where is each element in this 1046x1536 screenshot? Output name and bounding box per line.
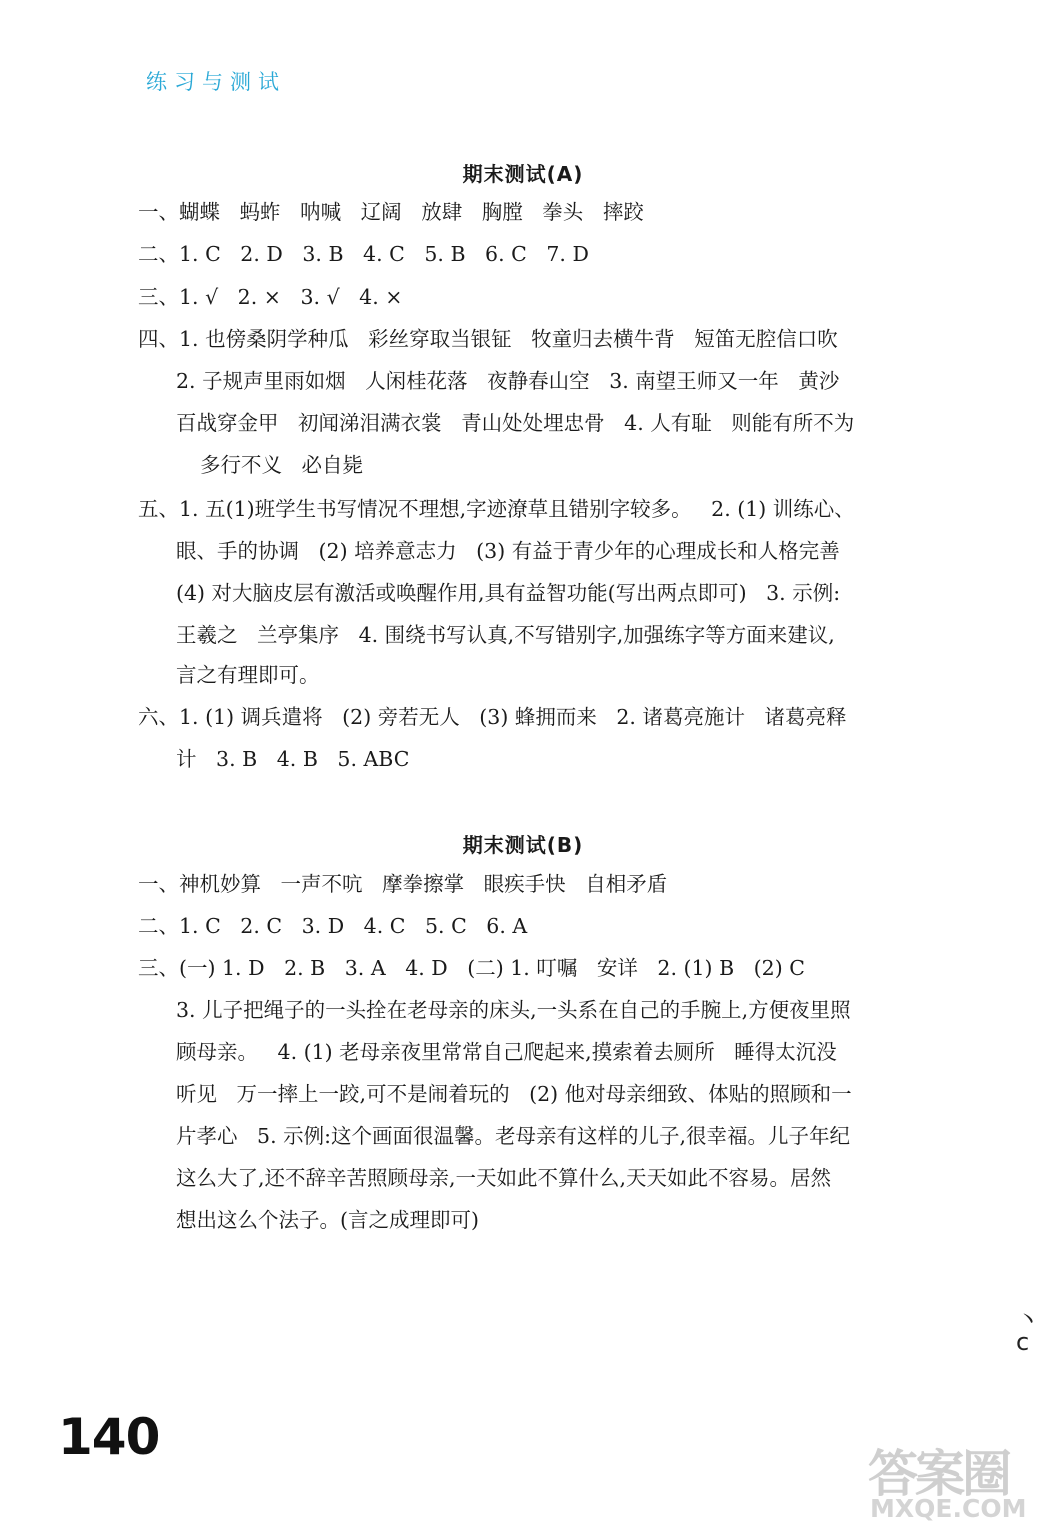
margin-mark: 丶 [1016, 1306, 1040, 1334]
answer-line: 这么大了,还不辞辛苦照顾母亲,一天如此不算什么,天天如此不容易。居然 [176, 1166, 832, 1190]
answer-line: 六、1. (1) 调兵遣将 (2) 旁若无人 (3) 蜂拥而来 2. 诸葛亮施计 诸葛亮释 [138, 705, 847, 729]
answer-line: 王羲之 兰亭集序 4. 围绕书写认真,不写错别字,加强练字等方面来建议, [176, 623, 835, 647]
answer-line: 听见 万一摔上一跤,可不是闹着玩的 (2) 他对母亲细致、体贴的照顾和一 [176, 1082, 852, 1106]
answer-line: 百战穿金甲 初闻涕泪满衣裳 青山处处埋忠骨 4. 人有耻 则能有所不为 [176, 411, 855, 435]
answer-line: 多行不义 必自毙 [200, 453, 364, 477]
watermark-text: 答案圈 [868, 1445, 1009, 1503]
answer-line: 三、(一) 1. D 2. B 3. A 4. D (二) 1. 叮嘱 安详 2. (1) B (2) C [138, 956, 805, 980]
section-a-heading: 期末测试(A) [462, 162, 584, 186]
answer-line: 顾母亲。 4. (1) 老母亲夜里常常自己爬起来,摸索着去厕所 睡得太沉没 [176, 1040, 837, 1064]
answer-line: 想出这么个法子。(言之成理即可) [176, 1208, 479, 1232]
answer-line: 言之有理即可。 [176, 663, 320, 687]
answer-line: (4) 对大脑皮层有激活或唤醒作用,具有益智功能(写出两点即可) 3. 示例: [176, 581, 841, 605]
watermark-url: MXQE.COM [870, 1494, 1027, 1523]
margin-mark: c [1016, 1328, 1030, 1356]
answer-line: 3. 儿子把绳子的一头拴在老母亲的床头,一头系在自己的手腕上,方便夜里照 [176, 998, 851, 1022]
page-number: 140 [58, 1408, 160, 1466]
answer-line: 2. 子规声里雨如烟 人闲桂花落 夜静春山空 3. 南望王师又一年 黄沙 [176, 369, 840, 393]
section-b-heading: 期末测试(B) [462, 833, 584, 857]
answer-line: 二、1. C 2. D 3. B 4. C 5. B 6. C 7. D [138, 242, 589, 266]
header-title: 练习与测试 [146, 70, 286, 94]
answer-line: 三、1. √ 2. × 3. √ 4. × [138, 285, 403, 309]
answer-line: 二、1. C 2. C 3. D 4. C 5. C 6. A [138, 914, 528, 938]
answer-line: 眼、手的协调 (2) 培养意志力 (3) 有益于青少年的心理成长和人格完善 [176, 539, 840, 563]
answer-line: 四、1. 也傍桑阴学种瓜 彩丝穿取当银钲 牧童归去横牛背 短笛无腔信口吹 [138, 327, 838, 351]
watermark-logo [868, 1434, 1038, 1530]
answer-line: 一、蝴蝶 蚂蚱 呐喊 辽阔 放肆 胸膛 拳头 摔跤 [138, 200, 644, 224]
answer-line: 五、1. 五(1)班学生书写情况不理想,字迹潦草且错别字较多。 2. (1) 训练心、 [138, 497, 855, 521]
answer-line: 一、神机妙算 一声不吭 摩拳擦掌 眼疾手快 自相矛盾 [138, 872, 668, 896]
answer-line: 片孝心 5. 示例:这个画面很温馨。老母亲有这样的儿子,很幸福。儿子年纪 [176, 1124, 851, 1148]
answer-line: 计 3. B 4. B 5. ABC [176, 747, 410, 771]
